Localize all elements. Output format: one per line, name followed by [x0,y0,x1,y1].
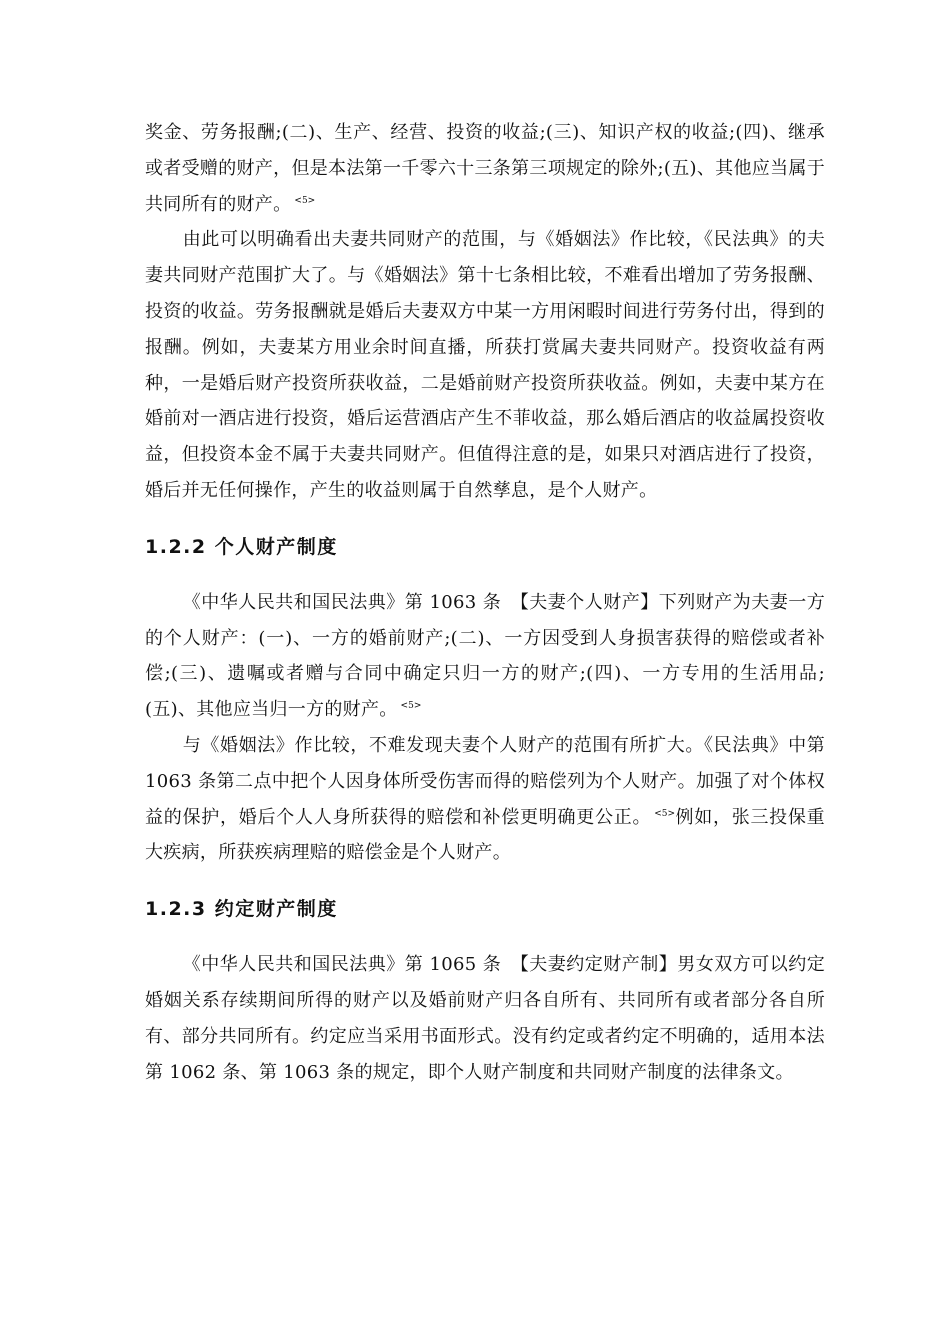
paragraph-common-property-list [145,115,825,222]
paragraph-text: 由此可以明确看出夫妻共同财产的范围，与《婚姻法》作比较，《民法典》的夫妻共同财产范围扩大了。与《婚姻法》第十七条相比较，不难看出增加了劳务报酬、投资的收益。劳务报酬就是婚后夫妻双方中某一方用闲暇时间进行劳务付出，得到的报酬。例如，夫妻某方用业余时间直播，所获打赏属夫妻共同财产。投资收益有两种，一是婚后财产投资所获收益，二是婚前财产投资所获收益。例如，夫妻中某方在婚前对一酒店进行投资，婚后运营酒店产生不菲收益，那么婚后酒店的收益属投资收益，但投资本金不属于夫妻共同财产。但值得注意的是，如果只对酒店进行了投资，婚后并无任何操作，产生的收益则属于自然孳息，是个人财产。 [145,229,825,501]
citation-reference: <5> [294,195,316,206]
paragraph-text: 奖金、劳务报酬;(二)、生产、经营、投资的收益;(三)、知识产权的收益;(四)、继承或者受赠的财产，但是本法第一千零六十三条第三项规定的除外;(五)、其他应当属于共同所有的财产。 [145,122,825,215]
paragraph-text: 《中华人民共和国民法典》第 1063 条 【夫妻个人财产】下列财产为夫妻一方的个人财产：(一)、一方的婚前财产;(二)、一方因受到人身损害获得的赔偿或者补偿;(三)、遗嘱或者赠与合同中确定只归一方的财产;(四)、一方专用的生活用品;(五)、其他应当归一方的财产。 [145,591,825,721]
paragraph-common-property-analysis [145,222,825,508]
citation-reference: <5> [654,808,675,819]
document-page [145,115,825,1090]
paragraph-article-1063 [145,585,825,728]
paragraph-text-continued: 例如，张三投保重大疾病，所获疾病理赔的赔偿金是个人财产。 [145,806,825,864]
paragraph-personal-property-analysis [145,728,825,871]
paragraph-article-1065 [145,947,825,1090]
paragraph-text: 与《婚姻法》作比较，不难发现夫妻个人财产的范围有所扩大。《民法典》中第 1063 条第二点中把个人因身体所受伤害而得的赔偿列为个人财产。加强了对个体权益的保护，婚后个人人身所获得的赔偿和补偿更明确更公正。 [145,734,825,828]
section-heading-agreed-property: 1.2.3 约定财产制度 [145,898,338,921]
paragraph-text: 《中华人民共和国民法典》第 1065 条 【夫妻约定财产制】男女双方可以约定婚姻关系存续期间所得的财产以及婚前财产归各自所有、共同所有或者部分各自所有、部分共同所有。约定应当采用书面形式。没有约定或者约定不明确的，适用本法第 1062 条、第 1063 条的规定，即个人财产制度和共同财产制度的法律条文。 [145,954,825,1083]
section-heading-personal-property: 1.2.2 个人财产制度 [145,535,338,558]
citation-reference: <5> [400,701,422,712]
